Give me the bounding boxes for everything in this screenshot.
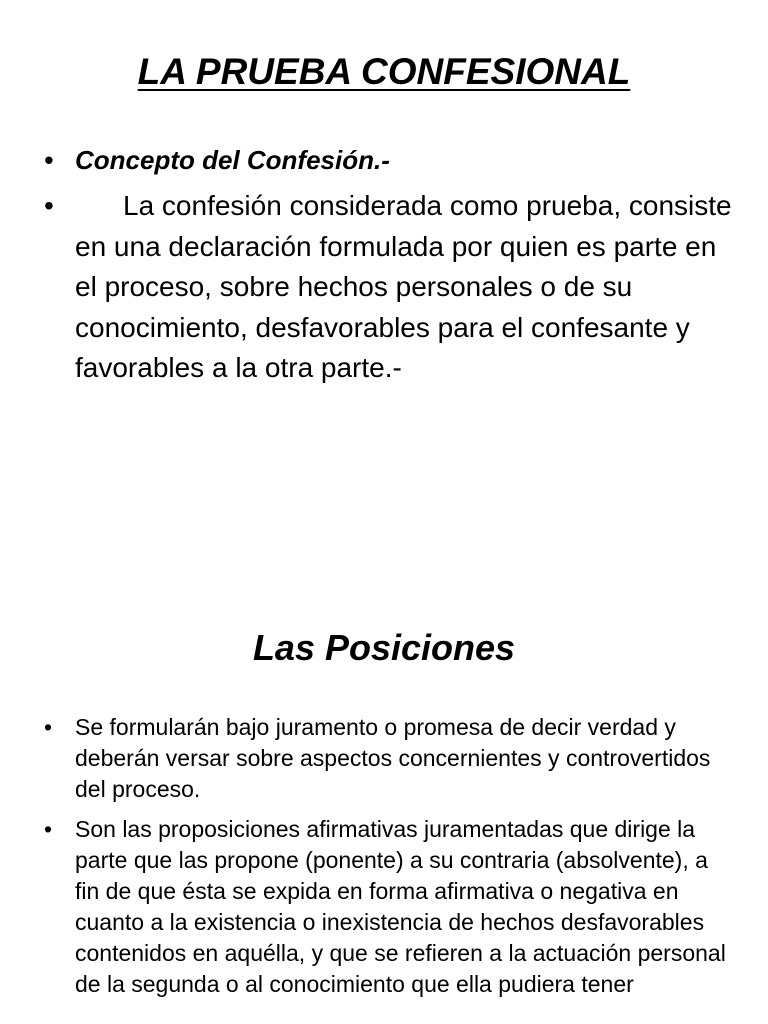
bullet-list xyxy=(44,712,734,1009)
bullet-icon: • xyxy=(44,190,54,221)
bullet-text: Se formularán bajo juramento o promesa de decir verdad y deberán versar sobre aspectos concernientes y controvertidos del proceso. xyxy=(75,714,711,802)
bullet-item-definicion xyxy=(44,186,734,389)
slide-las-posiciones xyxy=(0,560,768,1024)
bullet-item-concepto xyxy=(44,140,734,180)
slide-title: LA PRUEBA CONFESIONAL xyxy=(137,51,631,92)
bullet-text: Concepto del Confesión.- xyxy=(75,145,390,175)
bullet-item-proposiciones xyxy=(44,814,734,1000)
bullet-text: La confesión considerada como prueba, consiste en una declaración formulada por quien es parte en el proceso, sobre hechos personales o de su conocimiento, desfavorables para el confesante y favorables a la otra parte.- xyxy=(75,190,732,383)
bullet-icon: • xyxy=(44,816,53,842)
bullet-item-juramento xyxy=(44,712,734,805)
slide-title: Las Posiciones xyxy=(252,627,516,668)
bullet-text: Son las proposiciones afirmativas juramentadas que dirige la parte que las propone (ponente) a su contraria (absolvente), a fin de que ésta se expida en forma afirmativa o negativa en cuanto a la existencia o inexistencia de hechos desfavorables contenidos en aquélla, y que se refieren a la actuación personal de la segunda o al conocimiento que ella pudiera tener xyxy=(75,816,726,997)
bullet-icon: • xyxy=(44,714,53,740)
bullet-icon: • xyxy=(44,145,54,175)
bullet-list xyxy=(44,140,734,389)
